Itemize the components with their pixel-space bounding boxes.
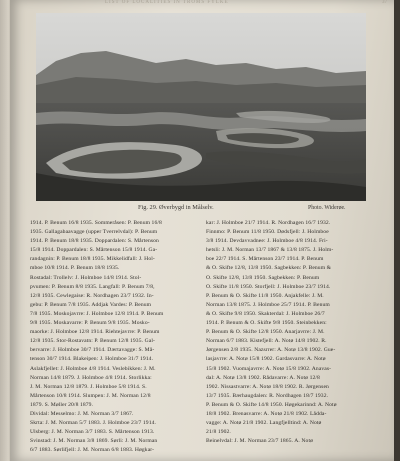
text-line: 3/8 1914. Devdavvadnee: J. Holmboe 4/8 1914. Fri- [206,238,328,245]
text-line: 1914. P. Benum 18/8 1935. Doppardalen: S. Mårtenson [30,238,159,245]
text-line: O. Skifte 12/8, 13/8 1950. Sagbekken: P. Benum [206,274,320,281]
text-line: Ulsberg: J. M. Norman 3/7 1883. S. Mårtenson 1913. [30,429,155,436]
book-page [10,0,394,461]
text-line: Jørgensen 2/8 1935. Nazsrrer: A. Notø 13/8 1902. Gue- [206,347,336,354]
text-line: & O. Skifte 9/8 1950. Skakterdal: J. Holmboe 26/7 [206,310,325,317]
river-valley-photo-drawing [36,13,366,201]
text-line: randagnin: P. Benum 18/8 1935. Mikkelidfall: J. Hol- [30,256,155,263]
text-line: J. M. Norman 12/8 1879. J. Holmboe 5/8 1914. S. [30,383,147,390]
text-line: mboe 10/8 1914. P. Benum 18/8 1935. [30,265,120,272]
text-line: Aslakfjellet: J. Holmboe 4/8 1914. Veslebikken: J. M. [30,365,156,372]
figure-caption: Fig. 29. Øverbygd in Målselv. [138,204,214,211]
text-line: 1935. Gallagabaavagge (upper Tverrelvdal): P. Benum [30,229,158,236]
text-line: 1902. Nissastvarre: A. Notø 18/8 1902. R. Jørgensen [206,383,329,390]
text-line: 1879. S. Møller 20/8 1879. [30,401,94,408]
text-line: hetsli: J. M. Norman 13/7 1867 & 13/8 1875. J. Holm- [206,247,334,254]
text-line: bervarre: J. Holmboe 30/7 1914. Dærtavagge: S. Må- [30,347,155,354]
text-line: kar: J. Holmboe 21/7 1914. R. Nordhagen 16/7 1932. [206,220,331,226]
text-line: lasjavrre: A. Notø 15/8 1902. Gardasvarre: A. Notø [206,356,326,363]
text-line: tenson 30/7 1914. Blakeipen: J. Holmboe 31/7 1914. [30,356,154,363]
text-line: 15/8 1902. Vuomajavrre: A. Notø 15/8 1902. Anavas- [206,365,332,372]
text-line: Beinelvdal: J. M. Norman 23/7 1865. A. Notø [206,438,313,445]
text-line: Mårtenson 10/8 1914. Slumpen: J. M. Norman 12/8 [30,392,151,399]
page-number: 37 [382,0,387,5]
text-line: maorke: J. Holmboe 12/8 1914. Riehtejavrre: P. Benum [30,329,160,336]
text-line: 18/8 1902. Brenasvarre: A. Notø 21/8 1902. Lådda- [206,410,327,417]
text-line: 21/8 1902. [206,429,231,436]
photo-credit: Photo. Widerøe. [308,205,346,211]
running-head: LIST OF LOCALITIES IN TROMS FYLKE [105,0,229,5]
landscape-photo [36,13,366,201]
text-column-right [206,219,382,446]
text-line: 9/8 1935. Moskavarre: P. Benum 9/8 1935. Mosko- [30,320,150,327]
text-line: 7/8 1935. Moskojavrre: J. Holmboe 12/8 1914. P. Benum [30,310,164,317]
text-line: P. Benum & O. Skifte 14/8 1950. Høgekarinnd: A. Notø [206,401,337,408]
text-line: 6/7 1883. Sørlifjell: J. M. Norman 6/8 1883. Høgkar- [30,447,155,454]
text-line: 12/8 1935. Cewlegaise: R. Nordhagen 23/7 1932. In- [30,292,154,299]
text-line: dal: A. Notø 13/8 1902. Rådavarre: A. Notø 12/8 [206,374,320,381]
text-line: 13/7 1935. Bærhaugdalen: R. Nordhagen 18/7 1932. [206,392,329,399]
text-line: Svinstad: J. M. Norman 3/8 1869. Sørli: J. M. Norman [30,438,158,445]
text-line: O. Skifte 11/8 1950. Storfjell: J. Holmboe 23/7 1914. [206,283,331,290]
text-line: 15/8 1914. Doppardalen: S. Mårtenson 15/8 1914. Ga- [30,247,158,254]
text-line: Norman 14/8 1879. J. Holmboe 4/8 1914. Storlikka: [30,374,152,381]
text-line: 12/8 1935. Stor-Rostavatn: P. Benum 12/8 1935. Gal- [30,338,155,345]
text-line: gebu: P. Benum 7/8 1935. Addjak Vardes: P. Benum [30,301,152,308]
text-line: Rostadal: Trollelv: J. Holmboe 14/8 1914. Stol- [30,274,142,281]
text-line: Skrta: J. M. Norman 5/7 1883. J. Holmboe 23/7 1914. [30,420,156,427]
text-line: 1914. P. Benum 16/8 1935. Sommeråsen: P. Benum 16/8 [30,220,162,226]
text-line: & O. Skifte 12/8, 13/8 1950. Sagbekken: P. Benum & [206,265,332,272]
text-line: Dividal: Messelmo: J. M. Norman 3/7 1867. [30,410,134,417]
text-line: P. Benum & O. Skifte 11/8 1950. Anjakfelle: J. M. [206,292,324,299]
text-line: Norman 6/7 1883. Kistefjell: A. Notø 14/8 1902. R. [206,338,327,345]
text-line: P. Benum & O. Skifte 12/8 1950. Anarjavrre: J. M. [206,329,325,336]
text-line: boe 22/7 1914. S. Mårtenson 23/7 1914. P. Benum [206,256,324,263]
text-column-left [30,219,200,455]
text-line: Norman 13/8 1875. J. Holmboe 25/7 1914. P. Benum [206,301,330,308]
text-line: 1914. P. Benum & O. Skifte 9/8 1950. Steinbekken: [206,320,327,327]
text-line: pvumen: P. Benum 8/8 1935. Langfall: P. Benum 7/8, [30,283,155,290]
text-line: Finnmo: P. Benum 11/8 1950. Dødsfjell: J. Holmboe [206,229,329,236]
text-line: vagge: A. Notø 21/8 1902. Langfjelltind: A. Notø [206,420,322,427]
